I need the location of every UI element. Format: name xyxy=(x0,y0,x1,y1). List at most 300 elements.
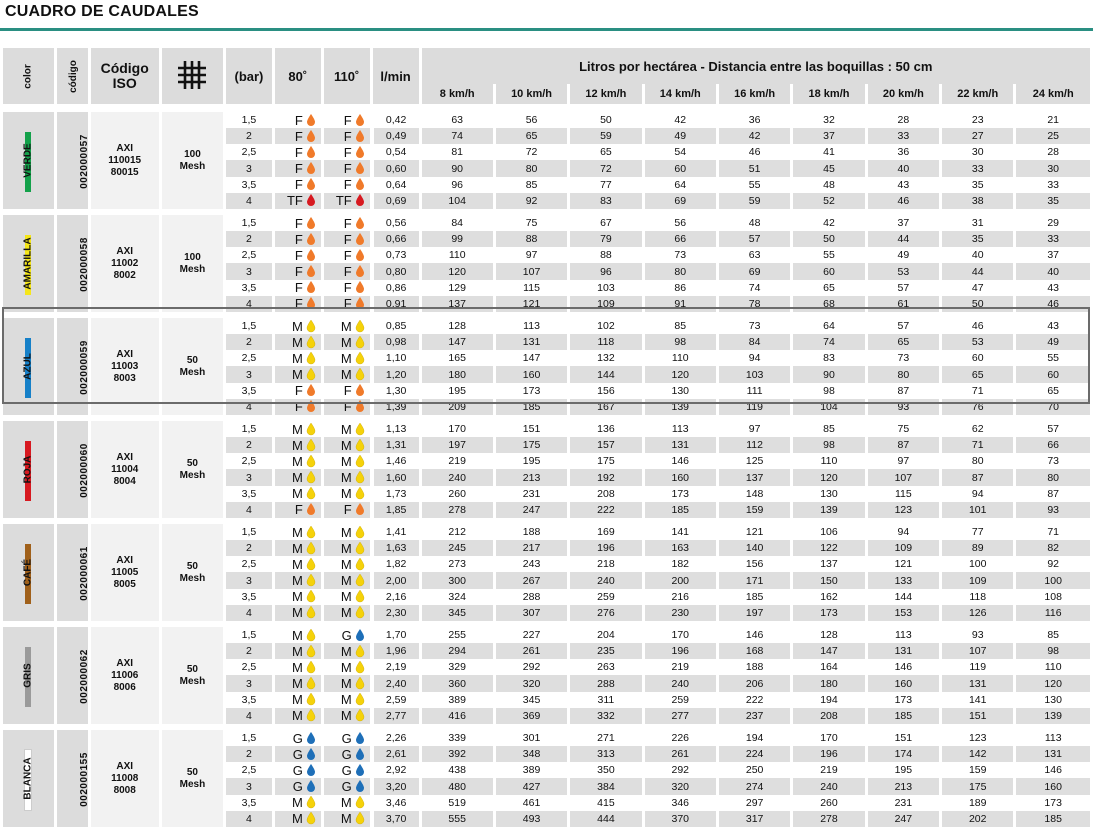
color-name: BLANCA xyxy=(22,756,34,800)
rate-cell: 167 xyxy=(570,399,641,415)
product-code-text: 002000058 xyxy=(78,236,90,292)
pressure-bar: 1,5 xyxy=(226,627,272,643)
rate-cell: 185 xyxy=(645,502,716,518)
iso-line: 8004 xyxy=(113,475,136,487)
drop-class-80 xyxy=(275,524,321,540)
rate-cell: 131 xyxy=(496,334,567,350)
pressure-bar: 3,5 xyxy=(226,177,272,193)
header-iso xyxy=(91,48,159,104)
pressure-bar: 2 xyxy=(226,540,272,556)
flow-lmin: 0,60 xyxy=(373,160,419,176)
iso-line: AXI xyxy=(116,657,134,669)
rate-cell: 159 xyxy=(719,502,790,518)
rate-cell: 42 xyxy=(793,215,864,231)
drop-class-label: M xyxy=(340,795,352,811)
rate-cell: 137 xyxy=(793,556,864,572)
rate-cell: 194 xyxy=(793,692,864,708)
flow-lmin: 1,31 xyxy=(373,437,419,453)
iso-line: 8002 xyxy=(113,269,136,281)
drop-icon xyxy=(307,297,315,309)
rate-cell: 83 xyxy=(570,193,641,209)
drop-class-80 xyxy=(275,730,321,746)
drop-class-label: F xyxy=(294,296,303,312)
rate-cell: 46 xyxy=(1016,296,1090,312)
rate-cell: 113 xyxy=(645,421,716,437)
rate-cell: 94 xyxy=(719,350,790,366)
drop-class-110 xyxy=(324,572,370,588)
drop-class-110 xyxy=(324,692,370,708)
pressure-bar: 1,5 xyxy=(226,421,272,437)
drop-class-label: M xyxy=(340,556,352,572)
drop-class-110 xyxy=(324,730,370,746)
drop-icon xyxy=(307,693,315,705)
rate-cell: 49 xyxy=(1016,334,1090,350)
rate-cell: 116 xyxy=(1016,605,1090,621)
rate-cell: 85 xyxy=(496,177,567,193)
flow-lmin: 0,56 xyxy=(373,215,419,231)
rate-cell: 125 xyxy=(719,453,790,469)
header-speed-3: 14 km/h xyxy=(645,84,716,104)
rate-cell: 197 xyxy=(719,605,790,621)
drop-icon xyxy=(307,629,315,641)
drop-class-110 xyxy=(324,556,370,572)
drop-class-80 xyxy=(275,540,321,556)
product-code xyxy=(57,112,88,209)
color-name: VERDE xyxy=(22,142,34,178)
drop-icon xyxy=(307,281,315,293)
rate-cell: 80 xyxy=(645,263,716,279)
pressure-bar: 1,5 xyxy=(226,524,272,540)
drop-class-110 xyxy=(324,605,370,621)
rate-cell: 292 xyxy=(496,659,567,675)
rate-cell: 113 xyxy=(1016,730,1090,746)
rate-cell: 196 xyxy=(645,643,716,659)
rate-cell: 77 xyxy=(570,177,641,193)
flow-lmin: 1,39 xyxy=(373,399,419,415)
rate-cell: 345 xyxy=(496,692,567,708)
rate-cell: 50 xyxy=(570,112,641,128)
header-bar: (bar) xyxy=(226,48,272,104)
product-code-text: 002000060 xyxy=(78,442,90,498)
product-code-text: 002000155 xyxy=(78,751,90,807)
iso-line: AXI xyxy=(116,554,134,566)
rate-cell: 119 xyxy=(942,659,1013,675)
pressure-bar: 3 xyxy=(226,366,272,382)
rate-cell: 113 xyxy=(868,627,939,643)
drop-class-label: F xyxy=(343,399,352,415)
rate-cell: 350 xyxy=(570,762,641,778)
rate-cell: 300 xyxy=(422,572,493,588)
drop-class-80 xyxy=(275,128,321,144)
rate-cell: 96 xyxy=(422,177,493,193)
rate-cell: 44 xyxy=(942,263,1013,279)
drop-class-label: TF xyxy=(286,193,303,209)
drop-icon xyxy=(307,661,315,673)
drop-icon xyxy=(307,677,315,689)
rate-cell: 90 xyxy=(793,366,864,382)
rate-cell: 48 xyxy=(793,177,864,193)
drop-class-110 xyxy=(324,746,370,762)
flow-lmin: 0,86 xyxy=(373,280,419,296)
flow-lmin: 0,64 xyxy=(373,177,419,193)
rate-cell: 53 xyxy=(942,334,1013,350)
drop-class-110 xyxy=(324,366,370,382)
drop-icon xyxy=(307,194,315,206)
pressure-bar: 3 xyxy=(226,778,272,794)
drop-class-label: M xyxy=(340,811,352,827)
rate-cell: 101 xyxy=(942,502,1013,518)
rate-cell: 110 xyxy=(645,350,716,366)
rate-cell: 175 xyxy=(942,778,1013,794)
mesh-line: 50 xyxy=(186,560,198,572)
rate-cell: 73 xyxy=(1016,453,1090,469)
rate-cell: 240 xyxy=(645,675,716,691)
drop-class-80 xyxy=(275,318,321,334)
rate-cell: 76 xyxy=(942,399,1013,415)
drop-icon xyxy=(307,400,315,412)
rate-cell: 360 xyxy=(422,675,493,691)
flow-lmin: 3,70 xyxy=(373,811,419,827)
rate-cell: 98 xyxy=(793,383,864,399)
drop-class-label: F xyxy=(343,128,352,144)
rate-cell: 185 xyxy=(496,399,567,415)
rate-cell: 150 xyxy=(793,572,864,588)
rate-cell: 69 xyxy=(719,263,790,279)
drop-class-80 xyxy=(275,556,321,572)
pressure-bar: 2,5 xyxy=(226,144,272,160)
rate-cell: 389 xyxy=(422,692,493,708)
rate-cell: 136 xyxy=(570,421,641,437)
mesh-line: Mesh xyxy=(179,469,206,481)
drop-class-110 xyxy=(324,112,370,128)
rate-cell: 37 xyxy=(1016,247,1090,263)
rate-cell: 493 xyxy=(496,811,567,827)
rate-cell: 43 xyxy=(1016,318,1090,334)
header-110: 110˚ xyxy=(324,48,370,104)
drop-class-80 xyxy=(275,453,321,469)
pressure-bar: 3 xyxy=(226,675,272,691)
drop-class-110 xyxy=(324,350,370,366)
rate-cell: 72 xyxy=(496,144,567,160)
pressure-bar: 2 xyxy=(226,643,272,659)
rate-cell: 91 xyxy=(645,296,716,312)
rate-cell: 110 xyxy=(1016,659,1090,675)
rate-cell: 261 xyxy=(645,746,716,762)
drop-class-110 xyxy=(324,524,370,540)
pressure-bar: 3,5 xyxy=(226,795,272,811)
rate-cell: 23 xyxy=(942,112,1013,128)
header-color: color xyxy=(3,48,54,104)
rate-cell: 109 xyxy=(942,572,1013,588)
color-cell xyxy=(3,318,54,415)
drop-icon xyxy=(356,526,364,538)
rate-cell: 209 xyxy=(422,399,493,415)
drop-icon xyxy=(356,439,364,451)
rate-cell: 139 xyxy=(793,502,864,518)
mesh-line: 50 xyxy=(186,766,198,778)
rate-cell: 137 xyxy=(719,469,790,485)
rate-cell: 261 xyxy=(496,643,567,659)
drop-icon xyxy=(356,384,364,396)
drop-class-110 xyxy=(324,334,370,350)
drop-class-label: M xyxy=(291,318,303,334)
drop-class-label: TF xyxy=(335,193,352,209)
rate-cell: 276 xyxy=(570,605,641,621)
rate-cell: 63 xyxy=(422,112,493,128)
mesh-line: Mesh xyxy=(179,572,206,584)
rate-cell: 126 xyxy=(942,605,1013,621)
drop-class-label: F xyxy=(343,177,352,193)
rate-cell: 98 xyxy=(645,334,716,350)
drop-icon xyxy=(356,352,364,364)
drop-icon xyxy=(356,558,364,570)
rate-cell: 173 xyxy=(1016,795,1090,811)
product-code-text: 002000059 xyxy=(78,339,90,395)
rate-cell: 50 xyxy=(793,231,864,247)
flow-lmin: 2,00 xyxy=(373,572,419,588)
rate-cell: 111 xyxy=(719,383,790,399)
rate-cell: 80 xyxy=(868,366,939,382)
rate-cell: 46 xyxy=(868,193,939,209)
rate-cell: 226 xyxy=(645,730,716,746)
drop-class-110 xyxy=(324,675,370,691)
rate-cell: 35 xyxy=(942,231,1013,247)
drop-class-80 xyxy=(275,247,321,263)
drop-icon xyxy=(356,146,364,158)
rate-cell: 141 xyxy=(942,692,1013,708)
drop-class-80 xyxy=(275,643,321,659)
drop-class-label: F xyxy=(343,502,352,518)
drop-icon xyxy=(307,590,315,602)
rate-cell: 278 xyxy=(793,811,864,827)
drop-class-110 xyxy=(324,627,370,643)
drop-class-80 xyxy=(275,795,321,811)
rate-cell: 185 xyxy=(868,708,939,724)
rate-cell: 120 xyxy=(645,366,716,382)
rate-cell: 147 xyxy=(793,643,864,659)
rate-cell: 212 xyxy=(422,524,493,540)
rate-cell: 87 xyxy=(868,383,939,399)
rate-cell: 36 xyxy=(868,144,939,160)
rate-cell: 219 xyxy=(645,659,716,675)
rate-cell: 42 xyxy=(719,128,790,144)
drop-class-label: M xyxy=(340,643,352,659)
rate-cell: 208 xyxy=(570,486,641,502)
drop-icon xyxy=(307,748,315,760)
product-code xyxy=(57,730,88,827)
rate-cell: 169 xyxy=(570,524,641,540)
rate-cell: 188 xyxy=(719,659,790,675)
pressure-bar: 2,5 xyxy=(226,350,272,366)
rate-cell: 61 xyxy=(868,296,939,312)
rate-cell: 104 xyxy=(793,399,864,415)
header-speed-8: 24 km/h xyxy=(1016,84,1090,104)
rate-cell: 118 xyxy=(570,334,641,350)
rate-cell: 40 xyxy=(942,247,1013,263)
drop-class-label: F xyxy=(294,215,303,231)
drop-class-label: G xyxy=(292,730,303,746)
flow-lmin: 0,80 xyxy=(373,263,419,279)
rate-cell: 259 xyxy=(570,589,641,605)
drop-icon xyxy=(307,780,315,792)
drop-class-80 xyxy=(275,350,321,366)
rate-cell: 74 xyxy=(793,334,864,350)
rate-cell: 288 xyxy=(570,675,641,691)
rate-cell: 146 xyxy=(1016,762,1090,778)
drop-icon xyxy=(307,233,315,245)
iso-code xyxy=(91,524,159,621)
rate-cell: 231 xyxy=(496,486,567,502)
rate-cell: 109 xyxy=(570,296,641,312)
header-speed-5: 18 km/h xyxy=(793,84,864,104)
flow-lmin: 2,92 xyxy=(373,762,419,778)
drop-class-label: M xyxy=(291,643,303,659)
rate-cell: 260 xyxy=(793,795,864,811)
rate-cell: 156 xyxy=(570,383,641,399)
rate-cell: 59 xyxy=(719,193,790,209)
rate-cell: 71 xyxy=(942,383,1013,399)
drop-class-label: F xyxy=(294,264,303,280)
drop-icon xyxy=(307,574,315,586)
drop-class-label: F xyxy=(343,264,352,280)
rate-cell: 94 xyxy=(868,524,939,540)
drop-icon xyxy=(356,368,364,380)
drop-class-110 xyxy=(324,383,370,399)
rate-cell: 85 xyxy=(793,421,864,437)
rate-cell: 32 xyxy=(793,112,864,128)
iso-line: 8008 xyxy=(113,784,136,796)
rate-cell: 121 xyxy=(719,524,790,540)
rate-cell: 156 xyxy=(719,556,790,572)
rate-cell: 132 xyxy=(570,350,641,366)
rate-cell: 65 xyxy=(793,280,864,296)
drop-class-80 xyxy=(275,762,321,778)
drop-class-110 xyxy=(324,643,370,659)
drop-class-80 xyxy=(275,692,321,708)
pressure-bar: 3,5 xyxy=(226,486,272,502)
drop-class-label: M xyxy=(340,589,352,605)
drop-class-110 xyxy=(324,144,370,160)
iso-line: 11008 xyxy=(111,772,139,784)
product-code-text: 002000057 xyxy=(78,133,90,189)
header-iso-label: Código ISO xyxy=(100,60,149,91)
drop-class-80 xyxy=(275,112,321,128)
rate-cell: 273 xyxy=(422,556,493,572)
drop-class-110 xyxy=(324,421,370,437)
rate-cell: 85 xyxy=(645,318,716,334)
pressure-bar: 2,5 xyxy=(226,659,272,675)
rate-cell: 307 xyxy=(496,605,567,621)
rate-cell: 555 xyxy=(422,811,493,827)
drop-icon xyxy=(356,455,364,467)
drop-class-80 xyxy=(275,421,321,437)
rate-cell: 53 xyxy=(868,263,939,279)
rate-cell: 121 xyxy=(868,556,939,572)
rate-cell: 180 xyxy=(793,675,864,691)
drop-class-110 xyxy=(324,486,370,502)
drop-icon xyxy=(307,503,315,515)
header-speed-0: 8 km/h xyxy=(422,84,493,104)
rate-cell: 107 xyxy=(942,643,1013,659)
rate-cell: 259 xyxy=(645,692,716,708)
drop-class-label: M xyxy=(340,573,352,589)
rate-cell: 43 xyxy=(868,177,939,193)
drop-class-label: G xyxy=(292,779,303,795)
flow-lmin: 1,46 xyxy=(373,453,419,469)
rate-cell: 415 xyxy=(570,795,641,811)
product-code xyxy=(57,524,88,621)
flow-lmin: 0,42 xyxy=(373,112,419,128)
drop-icon xyxy=(307,320,315,332)
header-span: Litros por hectárea - Distancia entre las boquillas : 50 cm xyxy=(422,48,1090,84)
rate-cell: 55 xyxy=(719,177,790,193)
flow-lmin: 0,73 xyxy=(373,247,419,263)
drop-icon xyxy=(356,400,364,412)
product-code xyxy=(57,318,88,415)
rate-cell: 107 xyxy=(496,263,567,279)
rate-cell: 48 xyxy=(719,215,790,231)
table-row xyxy=(3,730,1090,746)
flow-lmin: 2,61 xyxy=(373,746,419,762)
rate-cell: 213 xyxy=(868,778,939,794)
rate-cell: 157 xyxy=(570,437,641,453)
drop-class-80 xyxy=(275,280,321,296)
rate-cell: 153 xyxy=(868,605,939,621)
mesh-line: 100 xyxy=(184,148,201,160)
iso-line: 8003 xyxy=(113,372,136,384)
flow-lmin: 1,73 xyxy=(373,486,419,502)
drop-class-80 xyxy=(275,502,321,518)
drop-class-label: F xyxy=(294,280,303,296)
pressure-bar: 3,5 xyxy=(226,692,272,708)
pressure-bar: 2,5 xyxy=(226,453,272,469)
rate-cell: 35 xyxy=(942,177,1013,193)
rate-cell: 173 xyxy=(496,383,567,399)
rate-cell: 51 xyxy=(719,160,790,176)
rate-cell: 130 xyxy=(645,383,716,399)
rate-cell: 121 xyxy=(496,296,567,312)
rate-cell: 41 xyxy=(793,144,864,160)
iso-code xyxy=(91,730,159,827)
mesh-line: Mesh xyxy=(179,778,206,790)
rate-cell: 208 xyxy=(793,708,864,724)
rate-cell: 438 xyxy=(422,762,493,778)
rate-cell: 202 xyxy=(942,811,1013,827)
rate-cell: 292 xyxy=(645,762,716,778)
rate-cell: 128 xyxy=(422,318,493,334)
rate-cell: 133 xyxy=(868,572,939,588)
rate-cell: 277 xyxy=(645,708,716,724)
drop-class-80 xyxy=(275,746,321,762)
drop-icon xyxy=(307,645,315,657)
drop-class-110 xyxy=(324,795,370,811)
rate-cell: 384 xyxy=(570,778,641,794)
drop-class-label: M xyxy=(291,367,303,383)
iso-line: AXI xyxy=(116,760,134,772)
flow-lmin: 0,66 xyxy=(373,231,419,247)
pressure-bar: 1,5 xyxy=(226,730,272,746)
rate-cell: 104 xyxy=(422,193,493,209)
rate-cell: 79 xyxy=(570,231,641,247)
drop-icon xyxy=(356,423,364,435)
drop-class-80 xyxy=(275,659,321,675)
drop-icon xyxy=(356,249,364,261)
rate-cell: 164 xyxy=(793,659,864,675)
rate-cell: 163 xyxy=(645,540,716,556)
drop-class-label: F xyxy=(294,231,303,247)
iso-line: AXI xyxy=(116,245,134,257)
drop-class-110 xyxy=(324,437,370,453)
